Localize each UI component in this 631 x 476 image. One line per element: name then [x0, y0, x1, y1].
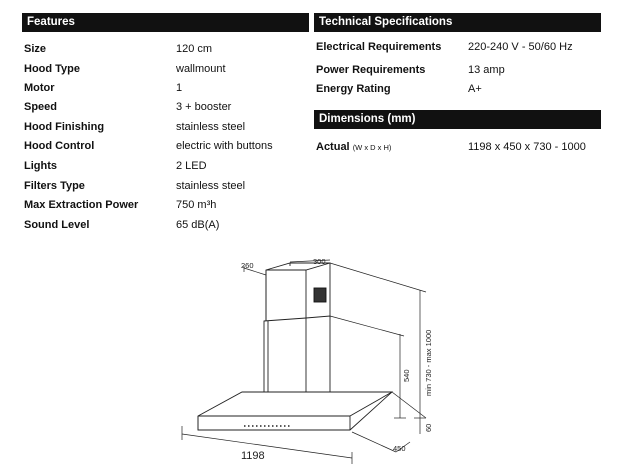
tech-value: 13 amp	[468, 64, 505, 76]
canopy	[198, 392, 392, 430]
feature-value: stainless steel	[176, 121, 246, 133]
dimensions-label-note: (W x D x H)	[352, 143, 392, 152]
dimensions-value: 1198 x 450 x 730 - 1000	[468, 141, 586, 153]
tech-value: 220-240 V - 50/60 Hz	[468, 41, 573, 53]
tech-value: A+	[468, 83, 482, 95]
dimensions-title: Dimensions (mm)	[319, 113, 416, 125]
tech-label: Power Requirements	[316, 64, 426, 76]
feature-label: Speed	[24, 101, 58, 113]
dim-60-label: 60	[424, 423, 433, 432]
feature-label: Sound Level	[24, 219, 90, 231]
feature-value: 3 + booster	[176, 101, 232, 113]
feature-label: Hood Finishing	[24, 121, 105, 133]
tech-label: Electrical Requirements	[316, 41, 442, 53]
feature-label: Filters Type	[24, 180, 85, 192]
feature-label: Size	[24, 43, 47, 55]
dim-1198-label: 1198	[241, 450, 265, 462]
feature-value: 120 cm	[176, 43, 213, 55]
upper-chimney	[266, 263, 330, 322]
feature-value: 750 m³h	[176, 199, 217, 211]
feature-value: wallmount	[176, 63, 226, 75]
dim-260-label: 260	[241, 261, 254, 270]
technical-title: Technical Specifications	[319, 16, 453, 28]
feature-label: Lights	[24, 160, 57, 172]
feature-value: electric with buttons	[176, 140, 273, 152]
dim-300-label: 300	[313, 257, 326, 266]
feature-value: stainless steel	[176, 180, 246, 192]
dim-540-label: 540	[402, 369, 411, 382]
feature-value: 1	[176, 82, 183, 94]
dim-height-label: min 730 - max 1000	[424, 329, 433, 396]
dimensions-label-text: Actual	[316, 141, 350, 153]
tech-label: Energy Rating	[316, 83, 391, 95]
feature-label: Motor	[24, 82, 55, 94]
features-title: Features	[27, 16, 75, 28]
feature-value: 2 LED	[176, 160, 207, 172]
feature-label: Hood Type	[24, 63, 81, 75]
dim-450-label: 450	[393, 444, 406, 453]
feature-value: 65 dB(A)	[176, 219, 220, 231]
feature-label: Max Extraction Power	[24, 199, 139, 211]
feature-label: Hood Control	[24, 140, 95, 152]
